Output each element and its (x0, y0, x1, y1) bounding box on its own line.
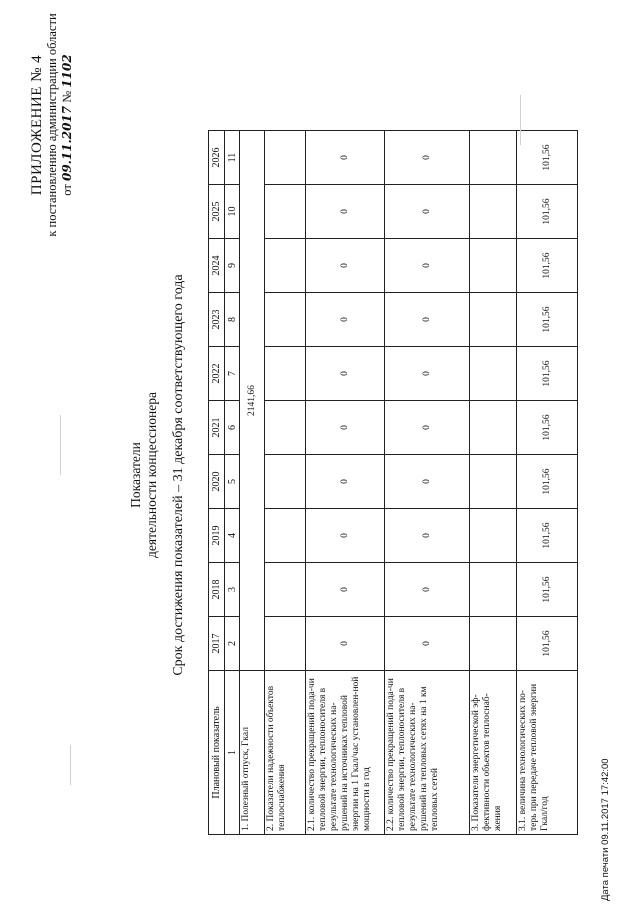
empty-cell (470, 131, 517, 185)
header-column-number: 7 (225, 347, 240, 401)
value-cell: 0 (306, 617, 385, 671)
empty-cell (265, 347, 306, 401)
empty-cell (265, 401, 306, 455)
empty-cell (470, 293, 517, 347)
appendix-date-line (60, 5, 75, 245)
appendix-subtitle: к постановлению администрации области (45, 13, 59, 237)
empty-cell (265, 239, 306, 293)
header-column-number: 1 (225, 671, 240, 835)
value-cell: 0 (306, 185, 385, 239)
scan-artifact (70, 745, 71, 785)
header-year: 2025 (209, 185, 225, 239)
value-cell: 101,56 (517, 347, 578, 401)
value-cell: 0 (385, 239, 470, 293)
empty-cell (265, 185, 306, 239)
value-cell: 0 (306, 401, 385, 455)
empty-cell (470, 185, 517, 239)
header-column-number: 8 (225, 293, 240, 347)
value-cell: 0 (306, 347, 385, 401)
scan-artifact (520, 95, 521, 145)
title-line-2: деятельности концессионера (144, 392, 159, 558)
value-cell: 0 (306, 455, 385, 509)
print-date: Дата печати 09.11.2017 17:42:00 (600, 758, 611, 901)
table-number-row (225, 131, 240, 835)
empty-cell (470, 455, 517, 509)
header-year: 2018 (209, 563, 225, 617)
title-line-1: Показатели (128, 442, 143, 508)
empty-cell (470, 401, 517, 455)
handwritten-number: 1102 (60, 54, 74, 88)
empty-cell (470, 617, 517, 671)
table-row (306, 131, 385, 835)
value-cell: 0 (385, 347, 470, 401)
number-prefix: № (60, 90, 74, 103)
empty-cell (265, 509, 306, 563)
table-row (470, 131, 517, 835)
value-cell: 0 (385, 455, 470, 509)
row-indicator-label: 2. Показатели надежности объектов теплоснабжения (265, 671, 306, 835)
value-cell: 0 (306, 293, 385, 347)
scan-artifact (60, 415, 61, 475)
title-line-3: Срок достижения показателей – 31 декабря соответствующего года (171, 274, 186, 676)
value-cell: 0 (306, 239, 385, 293)
header-year: 2024 (209, 239, 225, 293)
empty-cell (470, 239, 517, 293)
value-cell: 101,56 (517, 293, 578, 347)
value-cell: 0 (306, 131, 385, 185)
header-year: 2017 (209, 617, 225, 671)
empty-cell (265, 563, 306, 617)
table-row (265, 131, 306, 835)
header-column-number: 4 (225, 509, 240, 563)
value-cell: 101,56 (517, 455, 578, 509)
row-indicator-label: 2.2. количество прекращений пода-чи тепловой энергии, теплоносителя в результате технологических на-рушений на тепловых сетях на 1 км тепловых сетей (385, 671, 470, 835)
header-year: 2026 (209, 131, 225, 185)
header-column-number: 5 (225, 455, 240, 509)
value-cell: 101,56 (517, 617, 578, 671)
empty-cell (470, 509, 517, 563)
row-indicator-label: 3. Показатели энергетической эф-фективности объектов теплоснаб-жения (470, 671, 517, 835)
value-cell: 0 (385, 617, 470, 671)
header-column-number: 3 (225, 563, 240, 617)
header-year: 2019 (209, 509, 225, 563)
table-row (240, 131, 265, 835)
value-cell: 0 (385, 563, 470, 617)
row-indicator-label: 1. Полезный отпуск, Гкал (240, 671, 265, 835)
header-column-number: 10 (225, 185, 240, 239)
header-column-number: 11 (225, 131, 240, 185)
appendix-header (30, 5, 75, 245)
value-cell: 101,56 (517, 185, 578, 239)
value-cell: 0 (385, 185, 470, 239)
value-cell: 0 (385, 293, 470, 347)
header-year: 2023 (209, 293, 225, 347)
header-column-number: 9 (225, 239, 240, 293)
value-cell: 101,56 (517, 563, 578, 617)
appendix-title: ПРИЛОЖЕНИЕ № 4 (29, 54, 45, 196)
table-row (517, 131, 578, 835)
value-cell: 101,56 (517, 239, 578, 293)
header-year: 2022 (209, 347, 225, 401)
table-row (385, 131, 470, 835)
row-indicator-label: 3.1. величина технологических по-терь при передаче тепловой энергии Гкал/год (517, 671, 578, 835)
empty-cell (265, 131, 306, 185)
empty-cell (265, 293, 306, 347)
value-cell: 0 (385, 509, 470, 563)
indicators-table (208, 130, 578, 835)
header-column-number: 6 (225, 401, 240, 455)
date-prefix: от (60, 184, 74, 196)
handwritten-date: 09.11.2017 (60, 105, 74, 182)
value-cell: 0 (306, 563, 385, 617)
header-column-number: 2 (225, 617, 240, 671)
value-cell: 101,56 (517, 131, 578, 185)
value-cell: 101,56 (517, 401, 578, 455)
row-indicator-label: 2.1. количество прекращений пода-чи тепловой энергии, теплоносителя в результате технологических на-рушений на источниках тепловой энергии на 1 Гкал/час установлен-ной мощности в год (306, 671, 385, 835)
table-header-row (209, 131, 225, 835)
empty-cell (470, 563, 517, 617)
document-titles (128, 195, 188, 755)
header-year: 2021 (209, 401, 225, 455)
empty-cell (470, 347, 517, 401)
value-cell: 101,56 (517, 509, 578, 563)
empty-cell (265, 617, 306, 671)
header-year: 2020 (209, 455, 225, 509)
value-cell: 0 (385, 401, 470, 455)
value-cell: 0 (385, 131, 470, 185)
empty-cell (265, 455, 306, 509)
value-cell: 0 (306, 509, 385, 563)
merged-value-cell: 2141,66 (240, 131, 265, 671)
header-indicator: Плановый показатель (209, 671, 225, 835)
